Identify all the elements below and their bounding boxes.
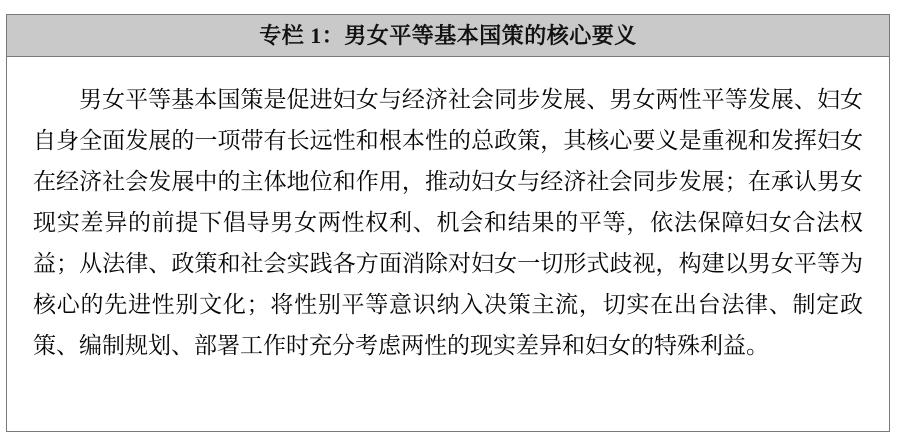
panel-body bbox=[7, 57, 889, 431]
panel-header bbox=[7, 15, 889, 57]
panel-body-text: 男女平等基本国策是促进妇女与经济社会同步发展、男女两性平等发展、妇女自身全面发展的一项带有长远性和根本性的总政策，其核心要义是重视和发挥妇女在经济社会发展中的主体地位和作用，推动妇女与经济社会同步发展；在承认男女现实差异的前提下倡导男女两性权利、机会和结果的平等，依法保障妇女合法权益；从法律、政策和社会实践各方面消除对妇女一切形式歧视，构建以男女平等为核心的先进性别文化；将性别平等意识纳入决策主流，切实在出台法律、制定政策、编制规划、部署工作时充分考虑两性的现实差异和妇女的特殊利益。 bbox=[33, 87, 863, 358]
panel-title: 专栏 1：男女平等基本国策的核心要义 bbox=[259, 22, 637, 48]
callout-panel bbox=[6, 14, 890, 432]
